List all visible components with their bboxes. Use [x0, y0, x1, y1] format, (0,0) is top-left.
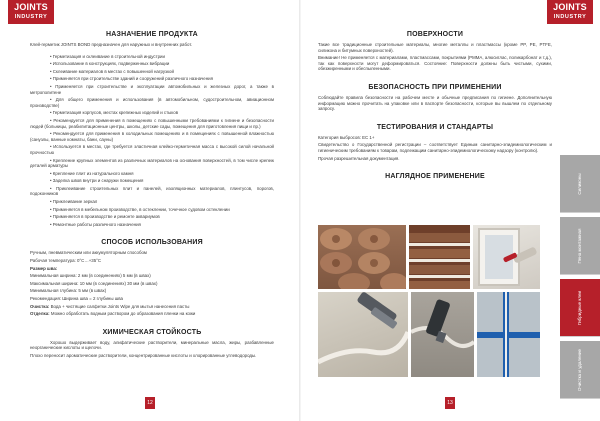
cleaning-line — [30, 304, 274, 310]
bullet-item: • Герметизация корпусов, местах крепежных изделий и стыков — [50, 110, 179, 116]
page-number: 12 — [145, 397, 155, 409]
bullet-item: • Склеивание материалов в местах с повышенной нагрузкой — [50, 68, 174, 74]
surfaces-text: Такие все традиционные строительные материалы, многие металлы и пластмассы (кроме PP, PE, PTFE, силикона и битумных поверхностей). — [318, 42, 552, 53]
bullet-item: • Применяется в мебельном производстве, в остеклении, точечное судовом остеклении — [50, 206, 230, 212]
bullet-item: • Применяется в производстве и ремонте аквариумов — [50, 214, 160, 220]
section-title: ПОВЕРХНОСТИ — [406, 31, 464, 38]
finishing-label: Отделка: — [30, 311, 50, 317]
usage-line: Минимальная ширина: 2 мм (в соединениях) 5 мм (в швах) — [30, 273, 151, 279]
side-tab[interactable] — [560, 155, 600, 213]
bullet-item: • Рекомендуется для применения в холодильных помещениях и в помещениях с повышенной влажностью (санузлы, ванные комнаты, бани, сауны) — [30, 131, 274, 142]
surfaces-note: Внимание! Не применяется с материалами, пластмассами, покрытиями (PMMA, алюсиглас, поликарбонат и т.д.), так как поверхности могут деформироваться. Состояние: Поверхности должны быть чистыми, сухими, обезжиренными и обеспыленными. — [318, 55, 552, 72]
bullet-item: • Рекомендуется для применения в помещениях с повышенными требованиями к гигиене и безопасности людей (больницы, реабилитационные центры, школы, детские сады, помещения для приготовления пищи и пр.) — [30, 117, 274, 129]
bullet-item: • Использование в конструкциях, подверженных вибрации — [50, 61, 170, 67]
photo-log-joints — [409, 225, 470, 289]
bullet-item: • Применяется при строительстве зданий и сооружений различного назначения — [50, 76, 213, 82]
bullet-item: • Для общего применения и использования (в автомобильном, судостроительном, авиационном производстве) — [30, 97, 274, 108]
standards-line: Свидетельство о Государственной регистрации – соответствует Единым санитарно-эпидемиологическим и гигиеническим требованиям к товарам, подлежащим санитарно-эпидемиологическому надзору (контролю). — [318, 142, 552, 153]
photo-floor-sealing — [318, 292, 408, 377]
photo-window-sealing — [473, 225, 540, 289]
left-page-content — [30, 28, 274, 361]
usage-line: Максимальная ширина: 10 мм (в соединениях) 30 мм (в швах) — [30, 280, 158, 286]
logo-subtext: INDUSTRY — [14, 14, 48, 20]
bullet-item: • Используется в местах, где требуется эластичная клейко-герметичная масса с высокой силой начальной прочностью — [30, 144, 274, 155]
side-tab[interactable] — [560, 217, 600, 275]
photo-tape-joint — [477, 292, 540, 377]
usage-line: Размер шва: — [30, 265, 58, 271]
right-page-content — [318, 28, 552, 184]
standards-line: Прочая разрешительная документация. — [318, 155, 400, 161]
section-title: СПОСОБ ИСПОЛЬЗОВАНИЯ — [101, 239, 203, 247]
section-intro: Клей-герметик JOINTS BOND предназначен для наружных и внутренних работ. — [30, 42, 193, 47]
usage-line: Рабочая температура: 0°C…+35°C — [30, 258, 102, 264]
photo-concrete-crack — [411, 292, 474, 377]
logo-text: JOINTS — [14, 2, 48, 12]
bullet-item: • Герметизация и склеивание в строительной индустрии — [50, 53, 165, 59]
bullet-item: • Крепление крупных элементов из различных материалов на основания поверхностей, в том числе крепеж деталей арматуры — [30, 157, 274, 169]
page-gutter — [299, 0, 301, 421]
usage-line: Рекомендация: Ширина шва = 2 глубины шва — [30, 296, 123, 301]
application-photos — [318, 225, 540, 377]
usage-line: Ручным, пневматическим или аккумуляторным способом — [30, 250, 147, 256]
side-tab-label: Пена монтажная — [577, 227, 582, 264]
usage-line: Минимальная глубина: 5 мм (в швах) — [30, 288, 107, 294]
cleaning-label: Очистка: — [30, 303, 50, 309]
side-tab-active[interactable] — [560, 279, 600, 337]
section-side-tabs — [560, 155, 600, 405]
section-title: НАГЛЯДНОЕ ПРИМЕНЕНИЕ — [385, 173, 485, 181]
safety-text: Соблюдайте правила безопасности на рабочем месте и обычные предписания по гигиене. Дополнительную информацию можно прочитать на упаковке или в паспорте безопасности, которые вы вышлем по отдельному запросу. — [318, 94, 552, 112]
side-tab-label: Гибридные клеи — [577, 290, 582, 325]
bullet-item: • Крепление плит из натурального камня — [50, 170, 134, 176]
bullet-item: • Ремонтные работы различного назначения — [50, 221, 141, 227]
logo-subtext: INDUSTRY — [553, 14, 587, 20]
section-title: БЕЗОПАСНОСТЬ ПРИ ПРИМЕНЕНИИ — [368, 83, 502, 91]
bullet-item: • Заделка швов внутри и снаружи помещения — [50, 178, 144, 184]
logo-text: JOINTS — [553, 2, 587, 12]
section-title: ТЕСТИРОВАНИЯ И СТАНДАРТЫ — [376, 123, 494, 131]
section-title: НАЗНАЧЕНИЕ ПРОДУКТА — [106, 31, 198, 38]
brand-logo — [547, 0, 593, 24]
side-tab-label: Силиконы — [577, 172, 582, 195]
cleaning-text: Вода + чистящие салфетки Joints Wipe для мытья нанесения пасты — [50, 303, 190, 309]
finishing-text: Можно обработать водным раствором до образования пленки на кожи — [50, 311, 196, 317]
chemical-text: Хорошо выдерживает воду, алифатические растворители, минеральные масла, жиры, разбавленные неорганические кислоты и щелочи. — [30, 339, 274, 351]
bullet-item: • Применяется при строительстве и эксплуатации автомобильных и железных дорог, а также в метрополитене — [30, 83, 274, 95]
side-tab-label: Очистка и удаление — [577, 348, 582, 391]
standards-line: Категория выбросов: EC 1+ — [318, 134, 375, 140]
chemical-text: Плохо переносит ароматические растворители, концентрированные кислоты и хлорированные углеводороды. — [30, 352, 257, 358]
brand-logo — [8, 0, 54, 24]
bullet-item: • Приклеивание строительных плит и панелей, изоляционных материалов, плинтусов, порогов, подоконников — [30, 185, 274, 197]
page-number: 13 — [445, 397, 455, 409]
bullet-item: • Приклеивание зеркал — [50, 199, 98, 205]
finishing-line — [30, 311, 274, 317]
section-title: ХИМИЧЕСКАЯ СТОЙКОСТЬ — [102, 328, 202, 336]
side-tab[interactable] — [560, 341, 600, 399]
photo-log-wall — [318, 225, 406, 289]
